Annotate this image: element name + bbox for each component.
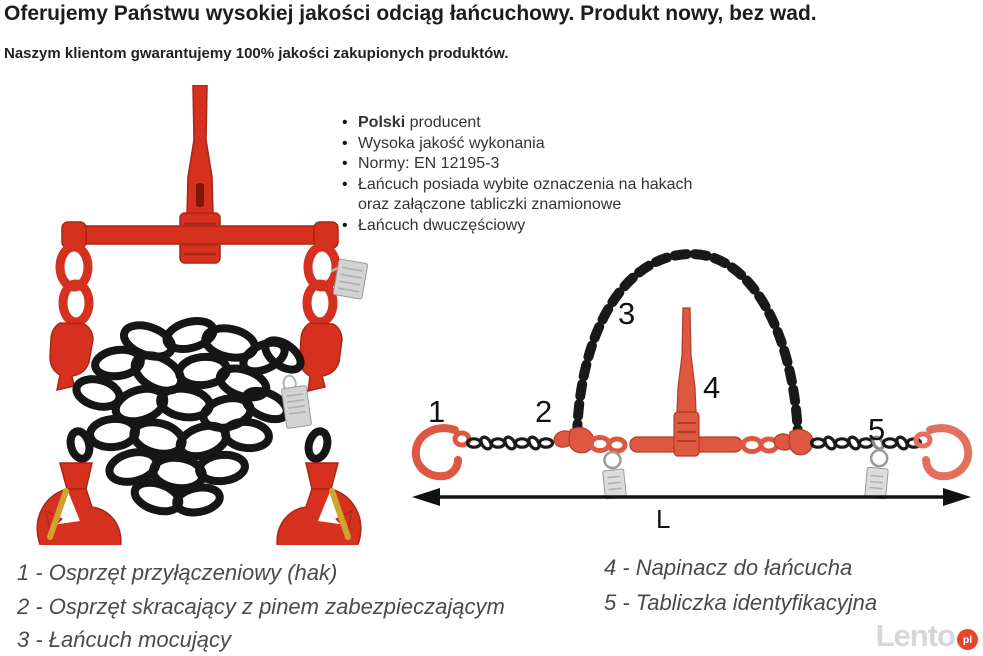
diagram-left-connectors [591, 438, 625, 452]
diagram-label-1: 1 [428, 394, 446, 429]
right-grab-hook [300, 323, 342, 391]
right-sling-hook [277, 463, 361, 545]
bullet-icon: • [342, 155, 348, 172]
feature-item [342, 175, 710, 216]
diagram-tag-right [865, 449, 890, 499]
diagram-label-2: 2 [535, 394, 553, 429]
diagram-label-4: 4 [703, 370, 721, 405]
diagram-shortening-hook-right [773, 429, 814, 454]
bullet-icon: • [342, 134, 348, 152]
diagram-right-chain [812, 435, 921, 450]
chain-lashing-diagram [400, 240, 983, 540]
legend-left [17, 556, 505, 656]
diagram-tag-left [601, 451, 627, 499]
feature-text: Łańcuch dwuczęściowy [358, 216, 526, 234]
length-arrow [412, 488, 971, 506]
feature-text-bold: Polski [358, 114, 406, 131]
feature-text: Wysoka jakość wykonania [358, 134, 545, 152]
diagram-left-chain [468, 435, 553, 450]
diagram-label-5: 5 [868, 412, 886, 447]
page-title: Oferujemy Państwu wysokiej jakości odciąg łańcuchowy. Produkt nowy, bez wad. [4, 2, 817, 25]
feature-item [342, 216, 710, 237]
turnbuckle-bar [62, 222, 338, 248]
length-label: L [656, 504, 671, 534]
ratchet-handle [187, 85, 213, 215]
product-photo [0, 85, 400, 545]
diagram-shortening-hook-left [552, 427, 593, 452]
diagram-label-3: 3 [618, 296, 636, 331]
page-subtitle: Naszym klientom gwarantujemy 100% jakości zakupionych produktów. [4, 45, 509, 62]
legend-item-5: 5 - Tabliczka identyfikacyjna [604, 589, 878, 615]
legend-item-4: 4 - Napinacz do łańcucha [604, 555, 853, 580]
legend-item-3: 3 - Łańcuch mocujący [17, 627, 231, 652]
legend-item-2: 2 - Osprzęt skracający z pinem zabezpieczającym [17, 593, 505, 619]
diagram-right-hook [916, 428, 968, 476]
bullet-icon: • [342, 114, 348, 131]
load-binder-photo [0, 85, 400, 545]
legend-item-1: 1 - Osprzęt przyłączeniowy (hak) [17, 560, 338, 585]
diagram-right-connectors [743, 439, 777, 452]
feature-item [342, 154, 710, 175]
lento-logo-text: Lento [875, 618, 955, 653]
feature-text: Łańcuch posiada wybite oznaczenia na hakach oraz załączone tabliczki znamionowe [358, 175, 693, 213]
feature-list [342, 113, 710, 236]
left-link-chain [60, 247, 89, 322]
feature-text: Normy: EN 12195-3 [358, 155, 500, 172]
legend-right [604, 551, 877, 620]
diagram-left-hook [416, 428, 469, 476]
assembly-diagram [400, 240, 983, 540]
bullet-icon: • [342, 216, 348, 234]
bullet-icon: • [342, 175, 348, 193]
right-link-chain [307, 247, 336, 322]
diagram-tensioner [630, 308, 742, 456]
feature-item [342, 113, 710, 134]
feature-text: producent [405, 114, 481, 131]
lento-watermark [876, 620, 978, 651]
lento-pl-badge: pl [957, 629, 978, 650]
feature-item [342, 134, 710, 155]
